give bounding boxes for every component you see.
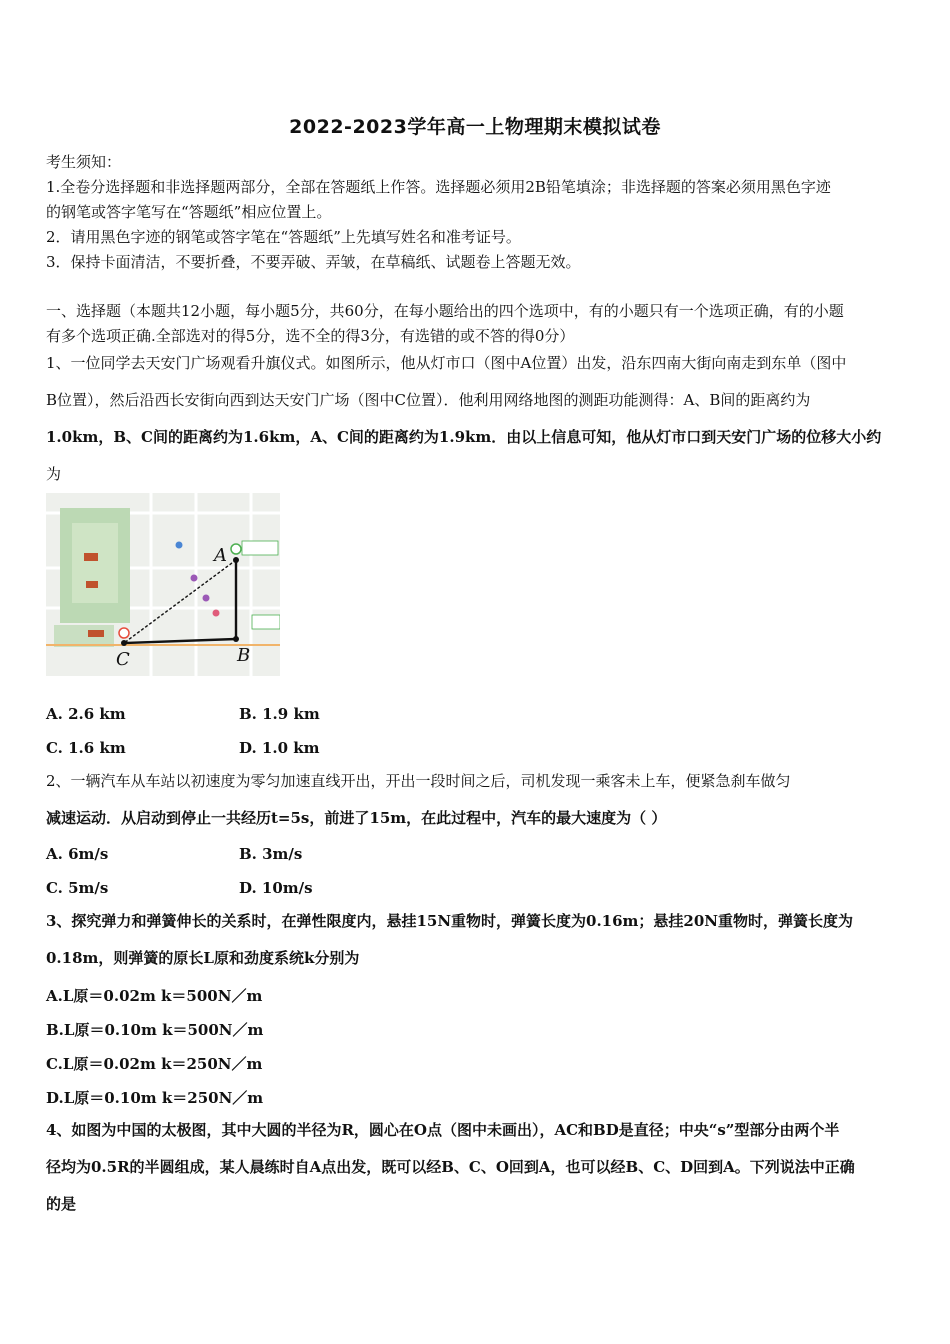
question-1-line-4: 为 <box>46 465 62 483</box>
question-3-line-1: 3、探究弹力和弹簧伸长的关系时，在弹性限度内，悬挂15N重物时，弹簧长度为0.16m；悬挂20N重物时，弹簧长度为 <box>46 912 854 930</box>
map-label-c: C <box>116 649 130 670</box>
section-intro-line-1: 一、选择题（本题共12小题，每小题5分，共60分，在每小题给出的四个选项中，有的小题只有一个选项正确，有的小题 <box>46 302 844 320</box>
section-intro <box>46 299 906 349</box>
question-4-line-2: 径均为0.5R的半圆组成，某人晨练时自A点出发，既可以经B、C、O回到A，也可以经B、C、D回到A。下列说法中正确 <box>46 1158 855 1176</box>
question-2-option-d[interactable]: D. 10m/s <box>239 879 313 897</box>
question-3-option-c[interactable]: C.L原＝0.02m k＝250N／m <box>46 1055 263 1073</box>
question-3-option-b[interactable]: B.L原＝0.10m k＝500N／m <box>46 1021 264 1039</box>
question-1-line-2: B位置），然后沿西长安街向西到达天安门广场（图中C位置）．他利用网络地图的测距功能测得：A、B间的距离约为 <box>46 391 811 409</box>
question-1 <box>46 345 906 493</box>
question-3-option-d[interactable]: D.L原＝0.10m k＝250N／m <box>46 1089 264 1107</box>
question-1-line-3: 1.0km，B、C间的距离约为1.6km，A、C间的距离约为1.9km．由以上信息可知，他从灯市口到天安门广场的位移大小约 <box>46 428 882 446</box>
question-1-options-row-2 <box>46 739 906 763</box>
question-3-line-2: 0.18m，则弹簧的原长L原和劲度系统k分别为 <box>46 949 360 967</box>
question-1-option-c[interactable]: C. 1.6 km <box>46 739 126 757</box>
question-2-option-c[interactable]: C. 5m/s <box>46 879 109 897</box>
page-title: 2022-2023学年高一上物理期末模拟试卷 <box>289 116 661 138</box>
notice-heading: 考生须知： <box>46 153 122 171</box>
map-figure <box>46 493 280 676</box>
map-label-b: B <box>237 645 251 666</box>
question-4-line-3: 的是 <box>46 1195 77 1213</box>
section-intro-line-2: 有多个选项正确.全部选对的得5分，选不全的得3分，有选错的或不答的得0分） <box>46 327 575 345</box>
question-2-line-2: 减速运动．从启动到停止一共经历t=5s，前进了15m，在此过程中，汽车的最大速度为（ ） <box>46 809 667 827</box>
question-3 <box>46 903 906 977</box>
question-1-option-a[interactable]: A. 2.6 km <box>46 705 126 723</box>
question-4-line-1: 4、如图为中国的太极图，其中大圆的半径为R，圆心在O点（图中未画出），AC和BD是直径；中央“s”型部分由两个半 <box>46 1121 840 1139</box>
question-2-option-a[interactable]: A. 6m/s <box>46 845 109 863</box>
question-1-options-row-1 <box>46 705 906 729</box>
question-2 <box>46 763 906 837</box>
question-2-option-b[interactable]: B. 3m/s <box>239 845 303 863</box>
map-label-a: A <box>214 545 227 566</box>
question-1-option-b[interactable]: B. 1.9 km <box>239 705 320 723</box>
question-2-line-1: 2、一辆汽车从车站以初速度为零匀加速直线开出，开出一段时间之后，司机发现一乘客未上车，便紧急刹车做匀 <box>46 772 791 790</box>
notice-item-2: 2．请用黑色字迹的钢笔或答字笔在“答题纸”上先填写姓名和准考证号。 <box>46 228 521 246</box>
question-3-option-a[interactable]: A.L原＝0.02m k＝500N／m <box>46 987 263 1005</box>
question-2-options-row-2 <box>46 879 906 903</box>
notice-item-3: 3．保持卡面清洁，不要折叠，不要弄破、弄皱，在草稿纸、试题卷上答题无效。 <box>46 253 581 271</box>
question-1-line-1: 1、一位同学去天安门广场观看升旗仪式。如图所示，他从灯市口（图中A位置）出发，沿东四南大街向南走到东单（图中 <box>46 354 847 372</box>
notice-item-1a: 1.全卷分选择题和非选择题两部分，全部在答题纸上作答。选择题必须用2B铅笔填涂；非选择题的答案必须用黑色字迹 <box>46 178 831 196</box>
notice <box>46 150 906 275</box>
question-2-options-row-1 <box>46 845 906 869</box>
notice-item-1b: 的钢笔或答字笔写在“答题纸”相应位置上。 <box>46 203 332 221</box>
question-4 <box>46 1112 906 1223</box>
question-1-option-d[interactable]: D. 1.0 km <box>239 739 320 757</box>
